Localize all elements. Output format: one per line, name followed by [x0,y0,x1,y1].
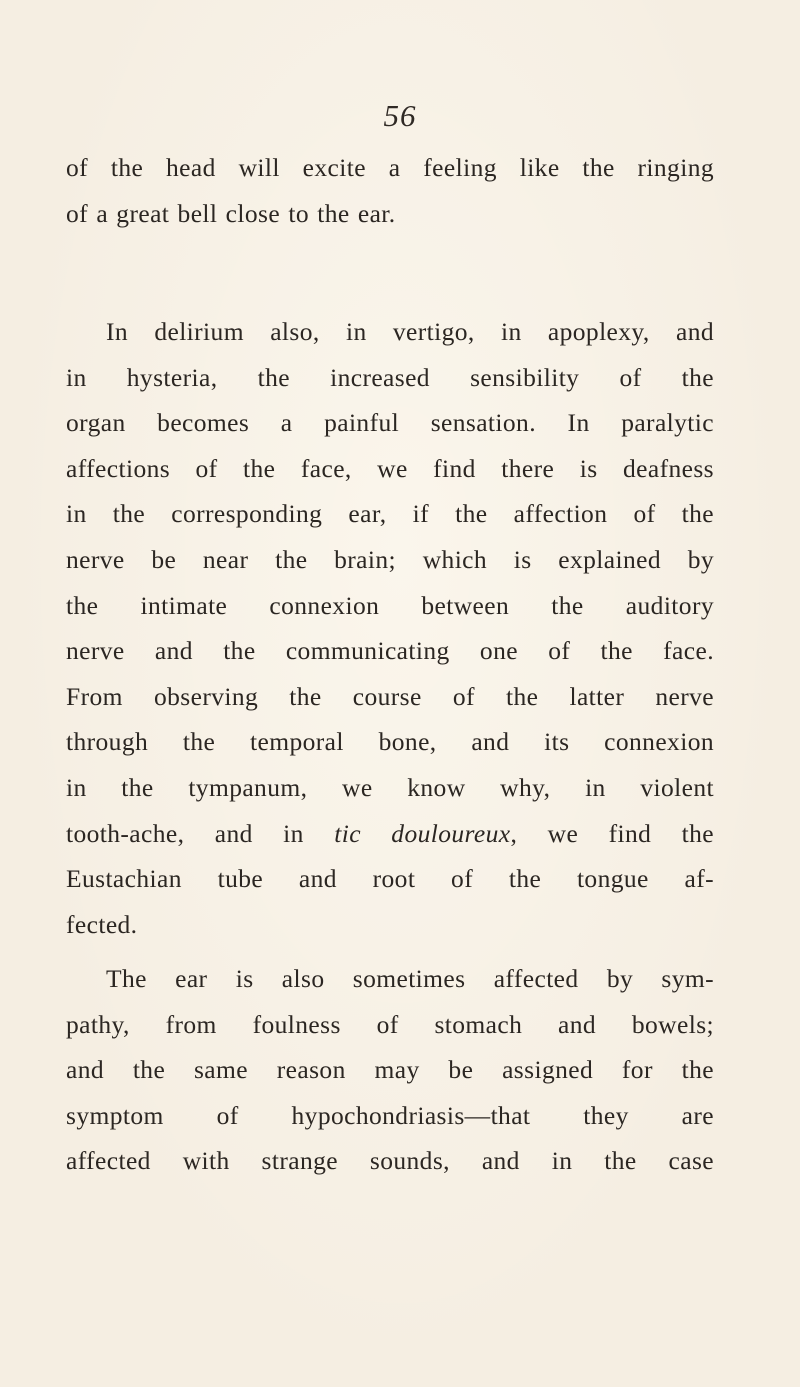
text-line: in the tympanum, we know why, in violent [66,772,714,802]
text-line: the intimate connexion between the auditory [66,590,714,620]
paragraph-2 [66,309,714,947]
text-line: and the same reason may be assigned for the [66,1055,714,1085]
text-line: nerve be near the brain; which is explained by [66,544,714,574]
text-line: From observing the course of the latter nerve [66,681,714,711]
text-line: The ear is also sometimes affected by sym- [106,964,714,993]
text-run: , we find the [510,818,714,848]
text-line: In delirium also, in vertigo, in apoplexy, and [106,317,714,346]
text-line: affected with strange sounds, and in the case [66,1146,714,1176]
text-line: affections of the face, we find there is deafness [66,453,714,483]
text-line: through the temporal bone, and its connexion [66,727,714,757]
text-line: pathy, from foulness of stomach and bowels; [66,1009,714,1039]
paragraph-1 [66,145,714,236]
text-line: Eustachian tube and root of the tongue af- [66,864,714,894]
text-line-mixed [66,811,714,857]
text-line: symptom of hypochondriasis—that they are [66,1100,714,1130]
text-line: in the corresponding ear, if the affection of the [66,499,714,529]
italic-term: tic douloureux [334,818,511,848]
text-line: of the head will excite a feeling like the ringing [66,153,714,182]
text-line: fected. [66,909,138,939]
text-run: tooth-ache, and in [66,818,304,848]
text-line: nerve and the communicating one of the face. [66,636,714,666]
page-number: 56 [383,98,417,133]
text-line: organ becomes a painful sensation. In paralytic [66,408,714,438]
paragraph-3 [66,956,714,1184]
text-line: of a great bell close to the ear. [66,198,396,228]
text-line: in hysteria, the increased sensibility of the [66,362,714,392]
